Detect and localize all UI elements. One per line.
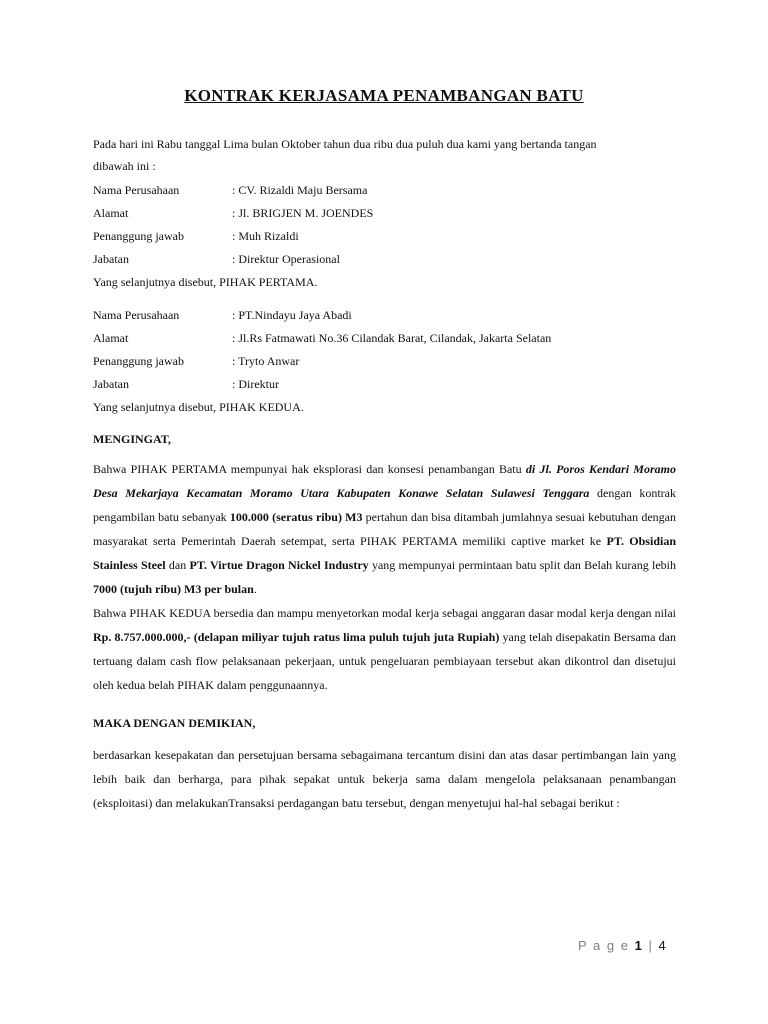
field-value: : Direktur [232,377,279,391]
page-separator: | [648,938,654,953]
paragraph-text: . [253,582,257,596]
page-total: 4 [658,938,668,953]
paragraph-text: Bahwa PIHAK PERTAMA mempunyai hak eksplorasi dan konsesi penambangan Batu [93,462,526,476]
party2-note: Yang selanjutnya disebut, PIHAK KEDUA. [93,400,304,414]
location-text: di Jl. Poros Kendari Moramo Desa Mekarjaya Kecamatan Moramo Utara Kabupaten Konawe Selatan Sulawesi Tenggara [93,462,676,500]
party1-position-row [93,252,340,267]
field-label: Jabatan [93,252,129,266]
field-label: Nama Perusahaan [93,183,180,197]
paragraph-text: dengan kontrak pengambilan batu sebanyak [93,486,677,524]
field-value: : Direktur Operasional [232,252,340,266]
maka-heading: MAKA DENGAN DEMIKIAN, [93,716,256,730]
page-label: P a g e [578,938,630,953]
party2-responsible-row [93,354,299,369]
company-text: PT. Obsidian Stainless Steel [93,534,676,572]
paragraph-text: pertahun dan bisa ditambah jumlahnya sesuai kebutuhan dengan masyarakat serta Pemerintah Daerah setempat, serta PIHAK PERTAMA memiliki captive market ke [93,510,676,548]
field-label: Jabatan [93,377,129,391]
mengingat-paragraph-2 [93,601,676,697]
company-text: PT. Virtue Dragon Nickel Industry [189,558,369,572]
field-value: : PT.Nindayu Jaya Abadi [232,308,352,322]
field-value: : Muh Rizaldi [232,229,299,243]
paragraph-text: yang mempunyai permintaan batu split dan Belah kurang lebih [368,558,677,572]
party1-responsible-row [93,229,299,244]
amount-text: Rp. 8.757.000.000,- (delapan miliyar tujuh ratus lima puluh tujuh juta Rupiah) [93,630,500,644]
intro-line-1: Pada hari ini Rabu tanggal Lima bulan Oktober tahun dua ribu dua puluh dua kami yang bertanda tangan [93,137,597,151]
quantity-text: 7000 (tujuh ribu) M3 per bulan [93,582,254,596]
field-value: : Tryto Anwar [232,354,300,368]
mengingat-heading: MENGINGAT, [93,432,171,446]
field-value: : Jl.Rs Fatmawati No.36 Cilandak Barat, Cilandak, Jakarta Selatan [232,331,552,345]
party1-address-row [93,206,373,221]
page-footer [578,938,667,953]
field-label: Penanggung jawab [93,229,184,243]
paragraph-text: Bahwa PIHAK KEDUA bersedia dan mampu menyetorkan modal kerja sebagai anggaran dasar modal kerja dengan nilai [93,606,676,620]
field-label: Nama Perusahaan [93,308,180,322]
field-value: : CV. Rizaldi Maju Bersama [232,183,368,197]
mengingat-paragraph-1 [93,457,676,601]
party2-position-row [93,377,279,392]
document-title: KONTRAK KERJASAMA PENAMBANGAN BATU [184,86,584,105]
party1-note: Yang selanjutnya disebut, PIHAK PERTAMA. [93,275,318,289]
intro-line-2: dibawah ini : [93,159,156,173]
party2-company-row [93,308,352,323]
paragraph-text: yang telah disepakatin Bersama dan tertuang dalam cash flow pelaksanaan pekerjaan, untuk pengeluaran pembiayaan tersebut akan dikontrol dan disetujui oleh kedua belah PIHAK dalam penggunaannya. [93,630,676,692]
field-label: Alamat [93,206,129,220]
party1-company-row [93,183,367,198]
paragraph-text: dan [165,558,190,572]
quantity-text: 100.000 (seratus ribu) M3 [229,510,363,524]
field-value: : Jl. BRIGJEN M. JOENDES [232,206,374,220]
maka-paragraph: berdasarkan kesepakatan dan persetujuan bersama sebagaimana tercantum disini dan atas dasar pertimbangan lain yang lebih baik dan berharga, para pihak sepakat untuk bekerja sama dalam mengelola pelaksanaan penambangan (eksploitasi) dan melakukanTransaksi perdagangan batu tersebut, dengan menyetujui hal-hal sebagai berikut : [93,748,676,810]
field-label: Alamat [93,331,129,345]
field-label: Penanggung jawab [93,354,184,368]
page-number: 1 [634,938,644,953]
party2-address-row [93,331,551,346]
